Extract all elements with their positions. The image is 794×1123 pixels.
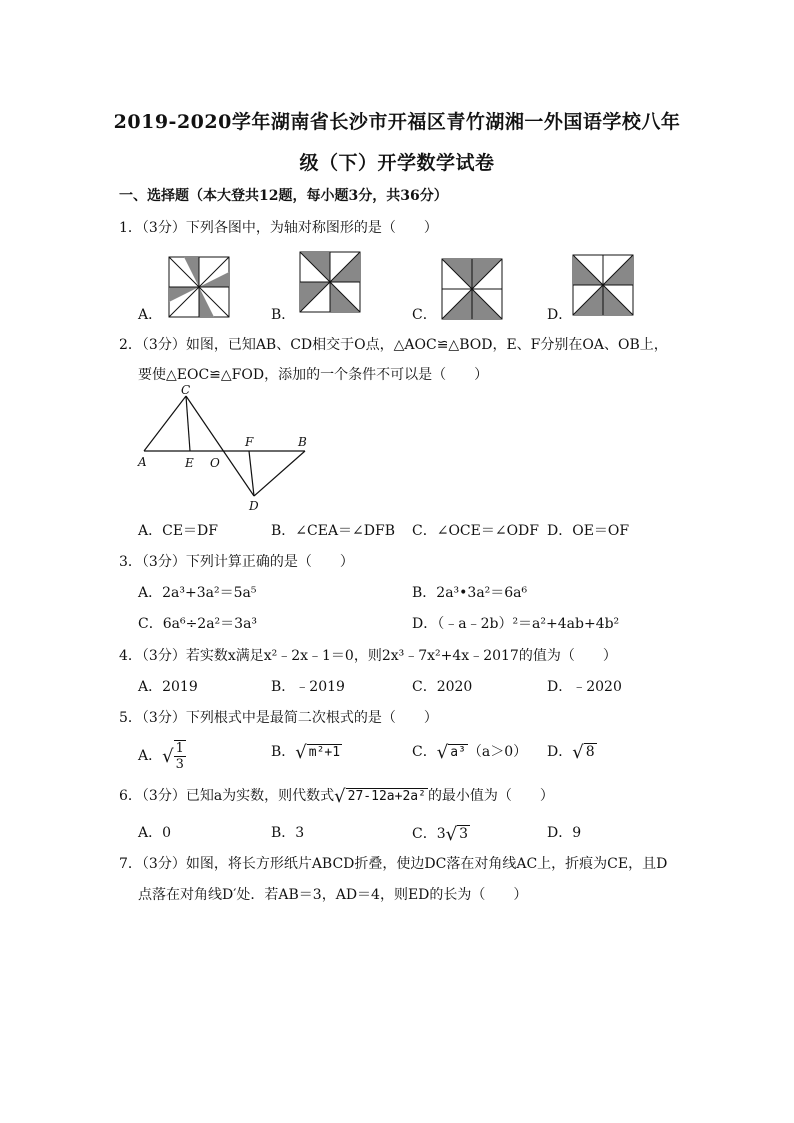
question-2-stem-2: 要使△EOC≌△FOD，添加的一个条件不可以是（ ） bbox=[138, 367, 489, 383]
q4-option-a: A．2019 bbox=[138, 679, 198, 695]
q6-label-c: C． bbox=[412, 826, 437, 842]
point-label-o: O bbox=[210, 456, 220, 470]
point-label-e: E bbox=[185, 456, 194, 470]
question-7-line-1: 7．（3分）如图，将长方形纸片ABCD折叠，使边DC落在对角线AC上，折痕为CE，且D bbox=[119, 856, 668, 872]
q3-option-d: D．（﹣a﹣2b）²＝a²+4ab+4b² bbox=[412, 616, 620, 632]
q2-geometry-figure bbox=[134, 384, 314, 514]
q5-label-c: C． bbox=[412, 744, 437, 760]
q2-option-a: A．CE＝DF bbox=[138, 523, 218, 539]
point-label-f: F bbox=[245, 435, 254, 449]
q5-option-c: C．√ a³ （a＞0） bbox=[412, 742, 528, 763]
q4-option-d: D．﹣2020 bbox=[547, 679, 622, 695]
page-title: 2019-2020学年湖南省长沙市开福区青竹湖湘一外国语学校八年 bbox=[113, 111, 681, 133]
q5-option-a: A．√ $\frac{1}{3}$ bbox=[138, 741, 184, 772]
q5-label-b: B． bbox=[271, 744, 296, 760]
q6-option-b: B．3 bbox=[271, 825, 305, 841]
q1-figure-b bbox=[299, 251, 361, 313]
question-4-stem: 4．（3分）若实数x满足x²﹣2x﹣1＝0，则2x³﹣7x²+4x﹣2017的值为（ ） bbox=[119, 648, 617, 664]
q3-option-c: C．6a⁶÷2a²＝3a³ bbox=[138, 616, 258, 632]
point-label-d: D bbox=[249, 499, 259, 513]
point-label-b: B bbox=[298, 435, 307, 449]
q3-option-b: B．2a³•3a²＝6a⁶ bbox=[412, 585, 528, 601]
q2-option-c: C．∠OCE＝∠ODF bbox=[412, 523, 539, 539]
q6-stem-pre: 6．（3分）已知a为实数，则代数式 bbox=[119, 788, 335, 804]
question-6-stem: 6．（3分）已知a为实数，则代数式√ 27-12a+2a² 的最小值为（ ） bbox=[119, 786, 554, 807]
q5-option-b: B．√ m²+1 bbox=[271, 742, 341, 763]
q6-option-d: D．9 bbox=[547, 825, 582, 841]
q5-c-radicand: a³ bbox=[450, 745, 466, 760]
q3-option-a: A．2a³+3a²＝5a⁵ bbox=[138, 585, 257, 601]
q5-option-d: D．√ 8 bbox=[547, 742, 595, 763]
q6-stem-post: 的最小值为（ ） bbox=[427, 788, 554, 804]
q1-label-c: C． bbox=[412, 307, 437, 323]
q1-figure-c bbox=[441, 258, 503, 320]
q5-c-condition: （a＞0） bbox=[467, 744, 528, 760]
q1-label-a: A． bbox=[138, 307, 163, 323]
question-7-line-2: 点落在对角线D′处．若AB＝3，AD＝4，则ED的长为（ ） bbox=[138, 887, 528, 903]
question-1-stem: 1．（3分）下列各图中，为轴对称图形的是（ ） bbox=[119, 220, 438, 236]
page-subtitle: 级（下）开学数学试卷 bbox=[299, 152, 495, 174]
q4-option-c: C．2020 bbox=[412, 679, 473, 695]
section-header: 一、选择题（本大登共12题，每小题3分，共36分） bbox=[119, 188, 448, 204]
q5-label-a: A． bbox=[138, 748, 163, 764]
question-2-stem-1: 2．（3分）如图，已知AB、CD相交于O点，△AOC≌△BOD，E、F分别在OA、OB上， bbox=[119, 337, 668, 353]
q6-c-coefficient: 3 bbox=[436, 826, 446, 842]
q1-figure-d bbox=[572, 254, 634, 316]
point-label-a: A bbox=[138, 455, 147, 469]
q2-option-b: B．∠CEA＝∠DFB bbox=[271, 523, 396, 539]
question-3-stem: 3．（3分）下列计算正确的是（ ） bbox=[119, 554, 354, 570]
q5-a-denominator: 3 bbox=[175, 757, 184, 772]
q6-option-a: A．0 bbox=[138, 825, 172, 841]
q6-radicand: 27-12a+2a² bbox=[347, 789, 426, 804]
q5-a-numerator: 1 bbox=[175, 741, 184, 756]
q1-figure-a bbox=[168, 256, 230, 318]
question-5-stem: 5．（3分）下列根式中是最简二次根式的是（ ） bbox=[119, 710, 438, 726]
q5-d-radicand: 8 bbox=[585, 744, 595, 760]
point-label-c: C bbox=[181, 384, 191, 397]
q4-option-b: B．﹣2019 bbox=[271, 679, 345, 695]
q5-label-d: D． bbox=[547, 744, 573, 760]
q5-b-radicand: m²+1 bbox=[308, 745, 341, 760]
q6-c-radicand: 3 bbox=[459, 826, 469, 842]
q2-option-d: D．OE＝OF bbox=[547, 523, 630, 539]
q1-label-d: D． bbox=[547, 307, 573, 323]
q1-label-b: B． bbox=[271, 307, 296, 323]
q6-option-c: C．3√ 3 bbox=[412, 824, 469, 845]
